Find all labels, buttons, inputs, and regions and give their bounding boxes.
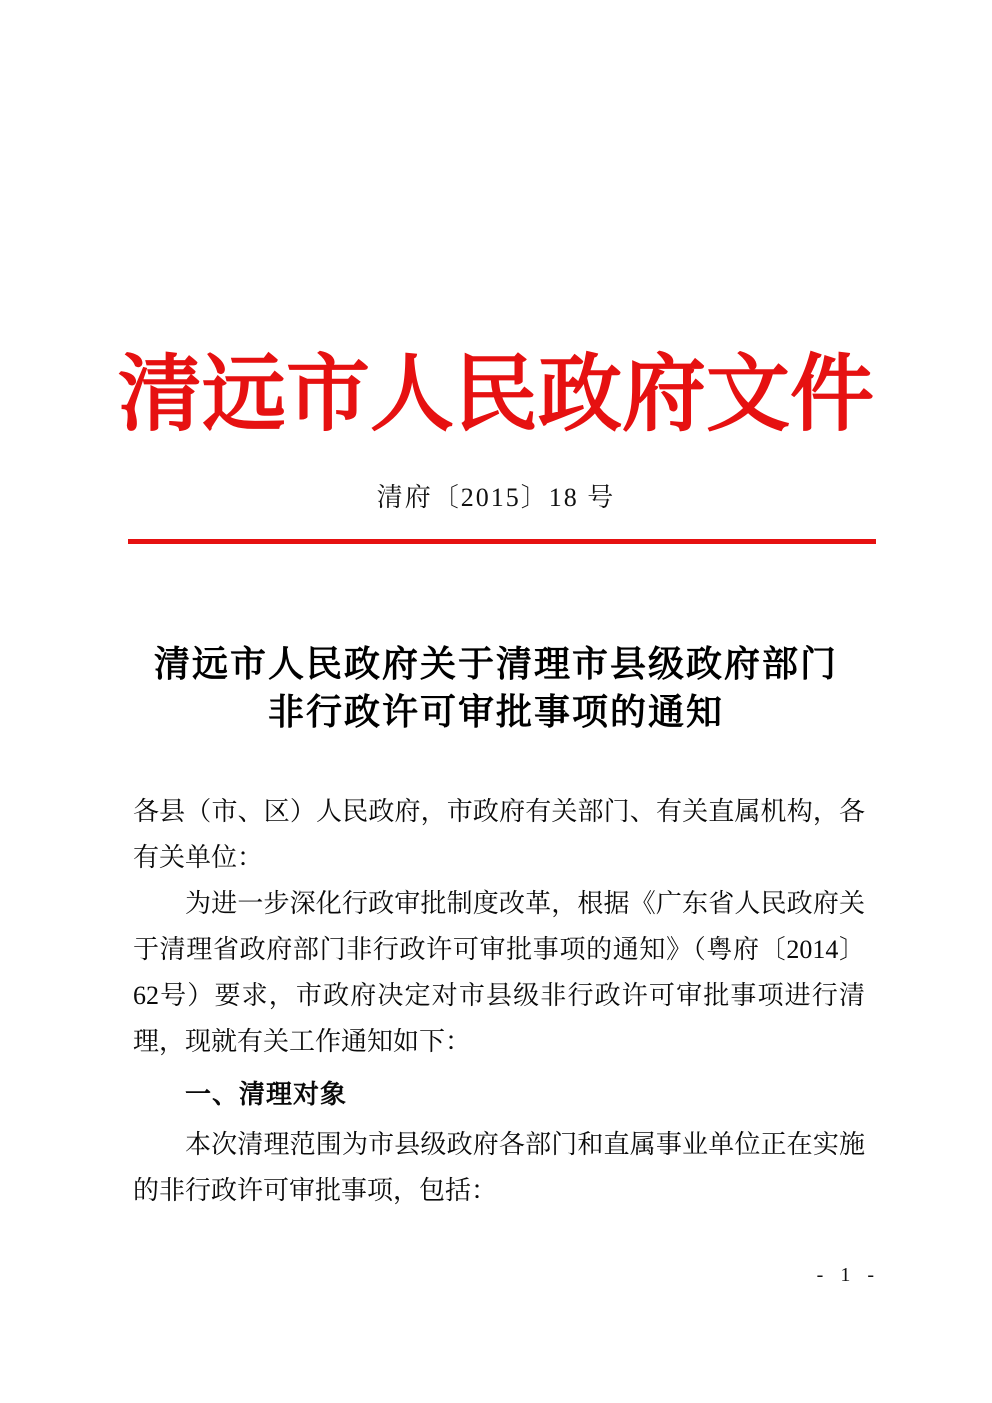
- document-title-line1: 清远市人民政府关于清理市县级政府部门: [153, 644, 838, 684]
- page-number: - 1 -: [816, 1264, 880, 1286]
- section-one-heading: 一、清理对象: [185, 1079, 348, 1109]
- salutation-paragraph: 各县（市、区）人民政府，市政府有关部门、有关直属机构，各有关单位：: [133, 797, 865, 872]
- document-body: [0, 789, 992, 1214]
- masthead-title: 清远市人民政府文件: [117, 349, 874, 442]
- doc-number: 清府〔2015〕18 号: [376, 483, 616, 512]
- intro-paragraph: 为进一步深化行政审批制度改革，根据《广东省人民政府关于清理省政府部门非行政许可审批事项的通知》（粤府〔2014〕62号）要求，市政府决定对市县级非行政许可审批事项进行清理，现就有关工作通知如下：: [133, 889, 865, 1056]
- document-title: [0, 640, 992, 736]
- section-one-paragraph: 本次清理范围为市县级政府各部门和直属事业单位正在实施的非行政许可审批事项，包括：: [133, 1130, 865, 1205]
- document-title-line2: 非行政许可审批事项的通知: [267, 692, 724, 732]
- red-divider: [128, 539, 876, 544]
